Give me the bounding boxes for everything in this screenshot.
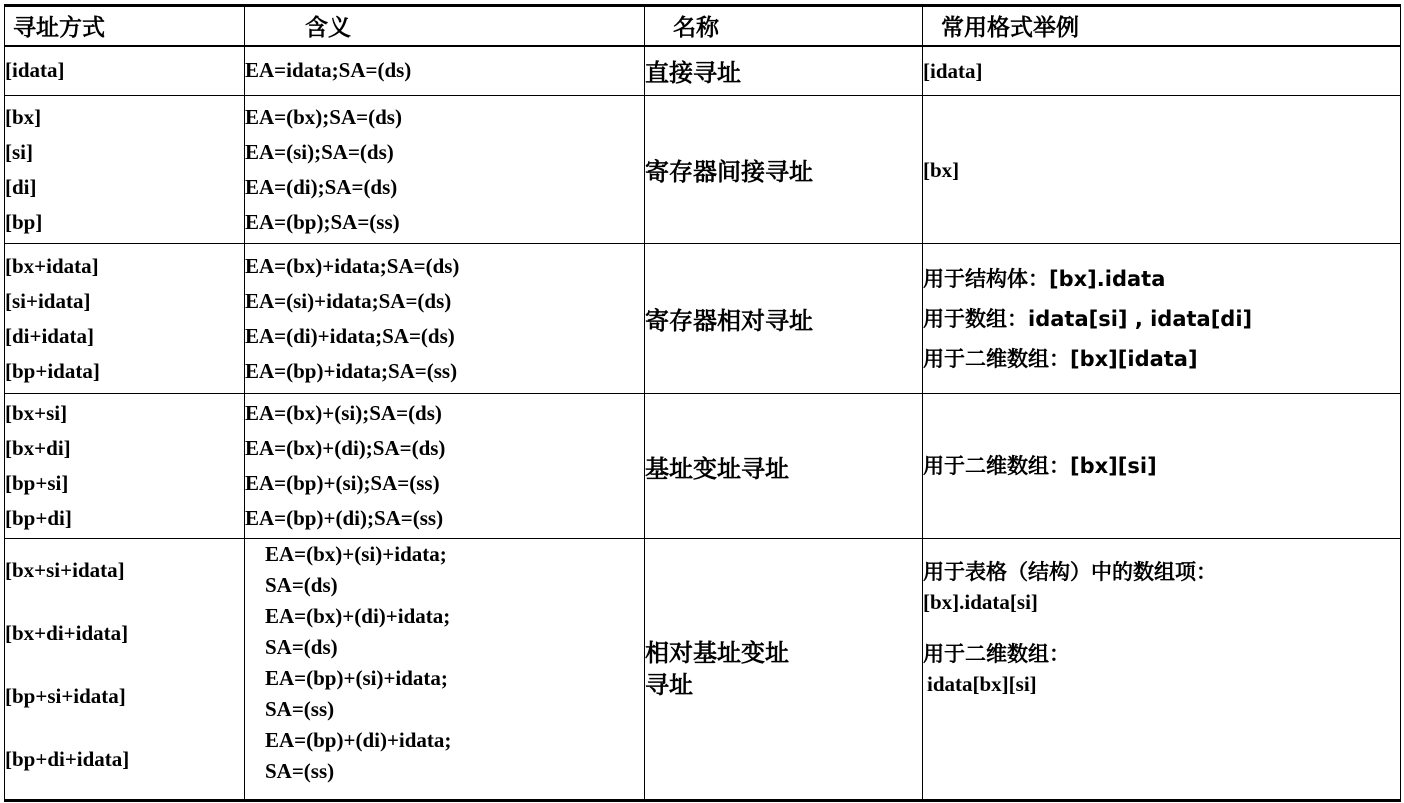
example-text: 用于二维数组：[bx][idata] [923,346,1198,371]
example-cell [923,244,1401,394]
meaning-text: EA=(bp);SA=(ss) [245,209,400,234]
meaning-cell [245,96,645,244]
example-cell [923,539,1401,801]
name-cell: 寄存器间接寻址 [645,96,923,244]
mode-text: [si+idata] [5,288,91,313]
mode-text: [bp+si] [5,471,69,495]
meaning-text: SA=(ds) [265,635,338,659]
meaning-text: EA=(bx)+(si);SA=(ds) [245,401,442,425]
meaning-text: SA=(ss) [265,759,335,783]
name-text: 寻址 [645,671,693,699]
table-row [5,96,1401,244]
mode-text: [si] [5,139,33,164]
meaning-text: EA=(bx)+idata;SA=(ds) [245,253,460,278]
mode-text: [bx+si] [5,401,68,425]
mode-text: [bx+di+idata] [5,621,129,645]
header-example: 常用格式举例 [923,6,1401,46]
mode-text: [bp+si+idata] [5,684,126,708]
name-cell [645,539,923,801]
meaning-text: EA=(bp)+(si)+idata; [265,666,448,690]
table-row [5,394,1401,539]
name-cell: 寄存器相对寻址 [645,244,923,394]
addressing-modes-table [4,4,1401,802]
meaning-text: EA=(di)+idata;SA=(ds) [245,323,455,348]
example-text: [idata] [923,58,983,83]
example-text: 用于表格（结构）中的数组项： [923,560,1217,584]
name-cell: 基址变址寻址 [645,394,923,539]
example-text: 用于二维数组： [923,642,1070,666]
meaning-text: EA=(bp)+idata;SA=(ss) [245,358,458,383]
meaning-text: EA=idata;SA=(ds) [245,58,412,83]
mode-text: [bp+idata] [5,358,100,383]
example-text: [bx].idata[si] [923,590,1038,614]
meaning-text: EA=(bx)+(di);SA=(ds) [245,436,446,460]
meaning-cell [245,539,645,801]
example-cell [923,46,1401,96]
example-text: 用于二维数组：[bx][si] [923,454,1157,478]
meaning-text: EA=(bp)+(di);SA=(ss) [245,506,444,530]
example-text: 用于结构体：[bx].idata [923,266,1166,291]
mode-text: [di+idata] [5,323,94,348]
mode-text: [di] [5,174,37,199]
header-mode: 寻址方式 [5,6,245,46]
meaning-text: SA=(ss) [265,697,335,721]
header-meaning: 含义 [245,6,645,46]
header-name: 名称 [645,6,923,46]
mode-text: [bp+di+idata] [5,747,130,771]
mode-text: [bp+di] [5,506,72,530]
header-row [5,6,1401,46]
meaning-text: EA=(bp)+(di)+idata; [265,728,452,752]
mode-text: [bp] [5,209,43,234]
meaning-text: EA=(bx)+(si)+idata; [265,542,447,566]
name-cell: 直接寻址 [645,46,923,96]
table-row [5,539,1401,801]
mode-cell [5,244,245,394]
meaning-cell [245,394,645,539]
meaning-text: EA=(bx)+(di)+idata; [265,604,451,628]
table-row [5,46,1401,96]
mode-cell [5,46,245,96]
mode-text: [bx+si+idata] [5,558,125,582]
mode-text: [idata] [5,58,65,83]
mode-cell [5,539,245,801]
mode-text: [bx] [5,104,42,129]
example-text: 用于数组：idata[si] , idata[di] [923,306,1253,331]
example-text: idata[bx][si] [927,672,1037,696]
mode-cell [5,394,245,539]
mode-cell [5,96,245,244]
meaning-text: EA=(si)+idata;SA=(ds) [245,288,452,313]
example-cell [923,96,1401,244]
table-row [5,244,1401,394]
meaning-text: EA=(bp)+(si);SA=(ss) [245,471,440,495]
meaning-cell [245,46,645,96]
mode-text: [bx+idata] [5,253,99,278]
name-text: 相对基址变址 [645,639,789,667]
example-text: [bx] [923,157,960,182]
example-cell [923,394,1401,539]
mode-text: [bx+di] [5,436,71,460]
meaning-cell [245,244,645,394]
meaning-text: SA=(ds) [265,573,338,597]
meaning-text: EA=(di);SA=(ds) [245,174,398,199]
meaning-text: EA=(bx);SA=(ds) [245,104,402,129]
meaning-text: EA=(si);SA=(ds) [245,139,394,164]
